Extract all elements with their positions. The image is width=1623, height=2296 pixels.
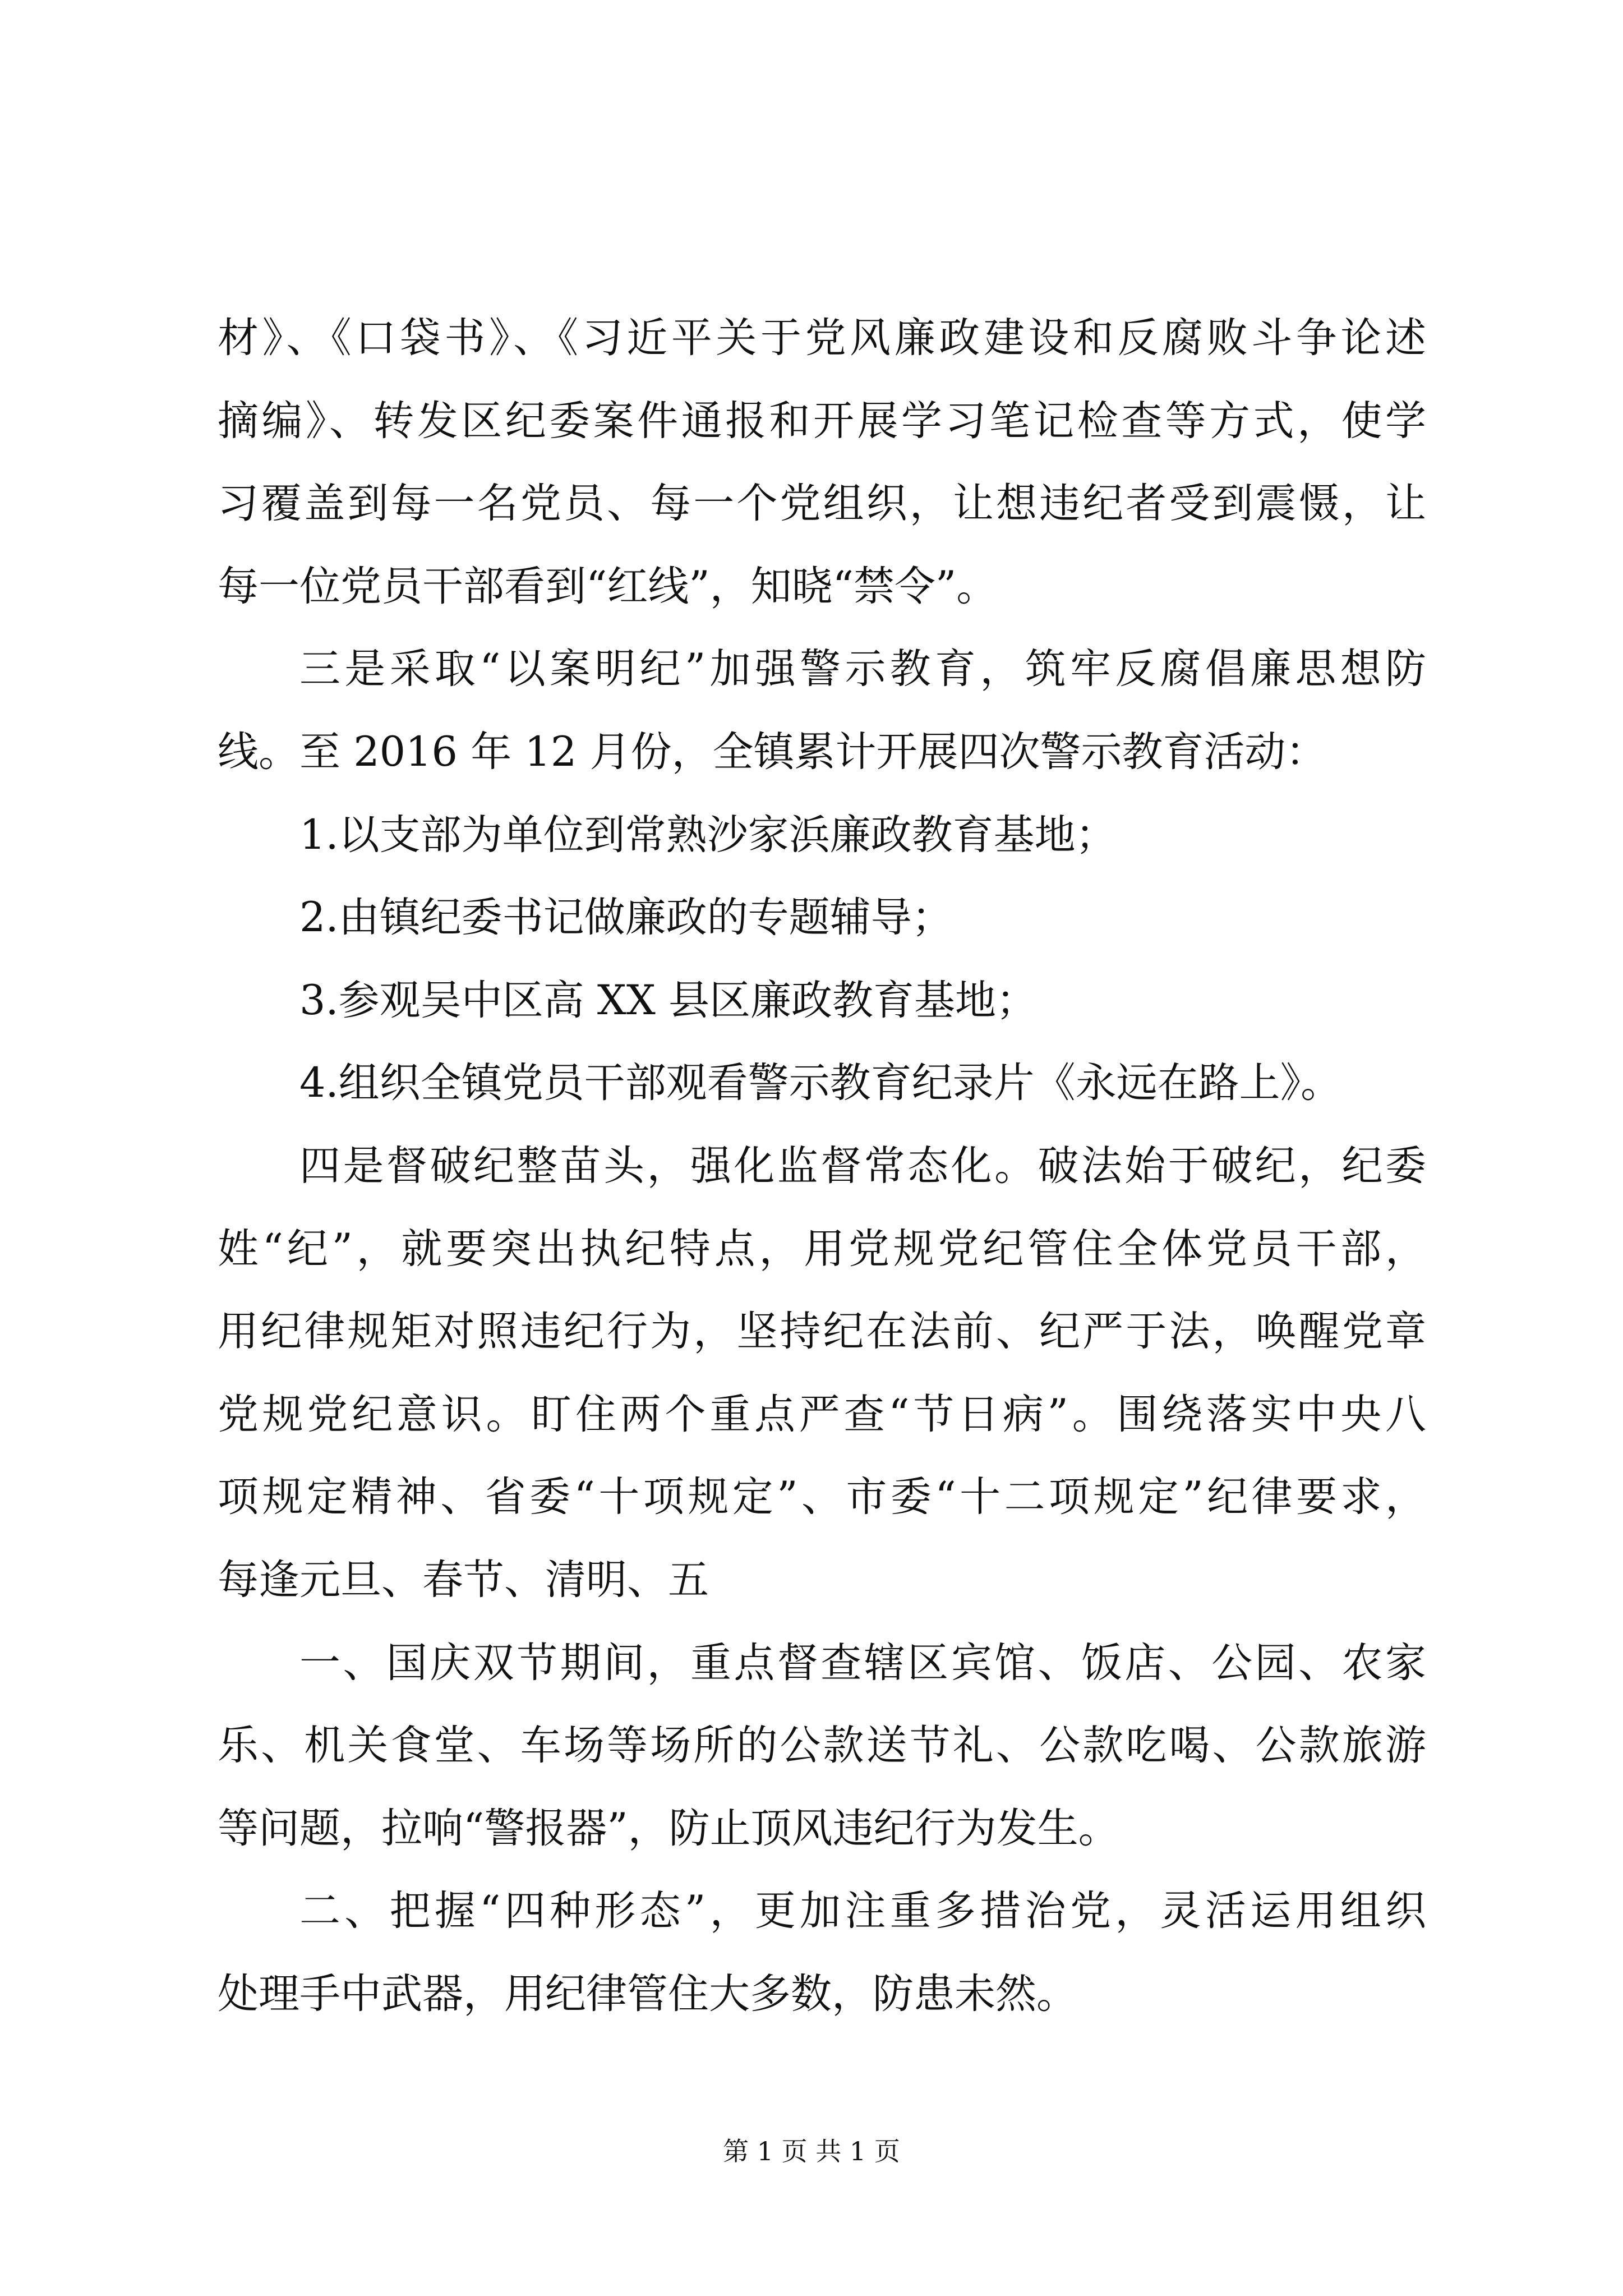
paragraph-line: 每一位党员干部看到“红线”，知晓“禁令”。 bbox=[218, 562, 998, 610]
page-footer: 第 1 页 共 1 页 bbox=[723, 2136, 900, 2166]
paragraph-line: 处理手中武器，用纪律管住大多数，防患未然。 bbox=[218, 1970, 1077, 2018]
paragraph-line: 摘编》、转发区纪委案件通报和开展学习笔记检查等方式，使学 bbox=[218, 397, 1426, 445]
paragraph-line: 乐、机关食堂、车场等场所的公款送节礼、公款吃喝、公款旅游 bbox=[218, 1722, 1426, 1770]
paragraph-line: 线。至 2016 年 12 月份，全镇累计开展四次警示教育活动： bbox=[218, 728, 1327, 776]
paragraph bbox=[218, 628, 1426, 793]
paragraph-line: 三是采取“以案明纪”加强警示教育，筑牢反腐倡廉思想防 bbox=[299, 645, 1426, 693]
paragraph-line: 4.组织全镇党员干部观看警示教育纪录片《永远在路上》。 bbox=[299, 1059, 1342, 1107]
list-item bbox=[218, 794, 1426, 877]
paragraph-line: 习覆盖到每一名党员、每一个党组织，让想违纪者受到震慑，让 bbox=[218, 480, 1426, 528]
paragraph-line: 二、把握“四种形态”，更加注重多措治党，灵活运用组织 bbox=[299, 1887, 1426, 1935]
paragraph-line: 用纪律规矩对照违纪行为，坚持纪在法前、纪严于法，唤醒党章 bbox=[218, 1308, 1426, 1356]
list-item bbox=[218, 876, 1426, 959]
paragraph-line: 党规党纪意识。盯住两个重点严查“节日病”。围绕落实中央八 bbox=[218, 1390, 1426, 1438]
paragraph-line: 四是督破纪整苗头，强化监督常态化。破法始于破纪，纪委 bbox=[299, 1142, 1426, 1190]
paragraph-line: 姓“纪”，就要突出执纪特点，用党规党纪管住全体党员干部， bbox=[218, 1225, 1426, 1273]
paragraph bbox=[218, 1125, 1426, 1622]
paragraph-line: 3.参观吴中区高 XX 县区廉政教育基地； bbox=[299, 976, 1037, 1024]
paragraph-line: 项规定精神、省委“十项规定”、市委“十二项规定”纪律要求， bbox=[218, 1473, 1426, 1521]
paragraph bbox=[218, 1870, 1426, 2035]
paragraph-line: 一、国庆双节期间，重点督查辖区宾馆、饭店、公园、农家 bbox=[299, 1639, 1426, 1687]
paragraph bbox=[218, 297, 1426, 628]
paragraph-line: 1.以支部为单位到常熟沙家浜廉政教育基地； bbox=[299, 811, 1117, 859]
document-body bbox=[218, 297, 1426, 2035]
paragraph-line: 材》、《口袋书》、《习近平关于党风廉政建设和反腐败斗争论述 bbox=[218, 314, 1426, 362]
list-item bbox=[218, 959, 1426, 1042]
paragraph-line: 2.由镇纪委书记做廉政的专题辅导； bbox=[299, 894, 953, 942]
paragraph-line: 等问题，拉响“警报器”，防止顶风违纪行为发生。 bbox=[218, 1804, 1119, 1852]
paragraph bbox=[218, 1622, 1426, 1870]
list-item bbox=[218, 1042, 1426, 1125]
paragraph-line: 每逢元旦、春节、清明、五 bbox=[218, 1556, 709, 1604]
